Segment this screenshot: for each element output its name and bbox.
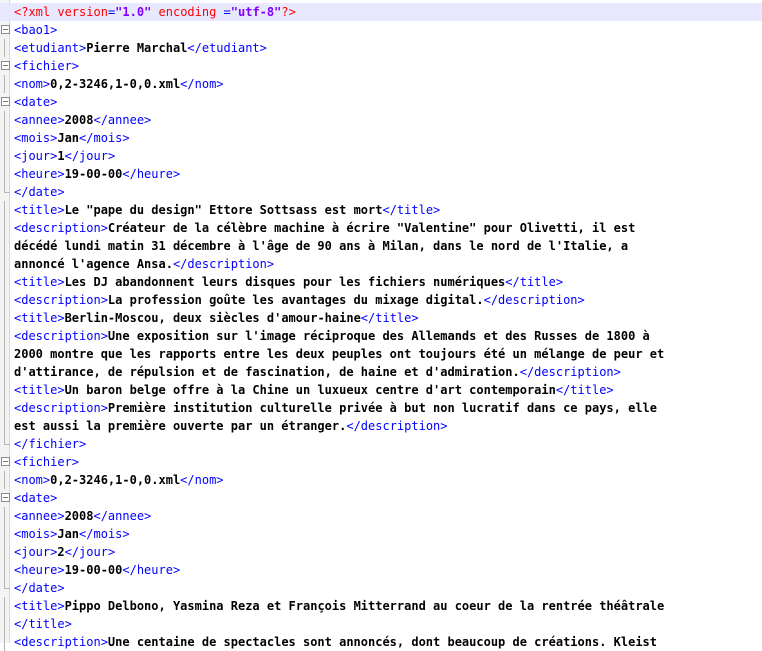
code-line[interactable]	[0, 291, 762, 309]
fold-guide-line	[4, 381, 5, 399]
code-line[interactable]	[0, 219, 762, 237]
xml-token: <fichier>	[14, 59, 80, 73]
xml-token: </title>	[555, 383, 614, 397]
code-line[interactable]	[0, 255, 762, 273]
text-content: 19-00-00	[64, 167, 123, 181]
text-content: 2	[57, 545, 65, 559]
xml-token: </annee>	[93, 113, 152, 127]
xml-token: </jour>	[64, 545, 116, 559]
code-line[interactable]	[0, 579, 762, 597]
text-content: 0,2-3246,1-0,0.xml	[50, 77, 181, 91]
xml-token: =	[107, 5, 116, 19]
xml-token: <jour>	[14, 149, 58, 163]
xml-token: version	[57, 5, 108, 19]
xml-token: <mois>	[14, 131, 58, 145]
xml-token: =	[223, 5, 231, 19]
fold-guide-line	[4, 399, 5, 417]
text-content: d'attirance, de répulsion et de fascination, de haine et d'admiration.	[14, 365, 520, 379]
code-line[interactable]	[0, 615, 762, 633]
code-line[interactable]	[0, 633, 762, 651]
fold-toggle-icon[interactable]: −	[2, 25, 9, 34]
xml-token: <?xml	[14, 5, 58, 19]
code-line[interactable]	[0, 525, 762, 543]
xml-token: <heure>	[14, 167, 65, 181]
xml-token: <nom>	[14, 473, 51, 487]
xml-token: </fichier>	[14, 437, 87, 451]
fold-toggle-icon[interactable]: −	[2, 457, 9, 466]
code-line[interactable]	[0, 183, 762, 201]
xml-token: <date>	[14, 491, 58, 505]
fold-guide-line	[4, 111, 5, 129]
code-line[interactable]	[0, 597, 762, 615]
xml-token: </jour>	[64, 149, 116, 163]
xml-token: <date>	[14, 95, 58, 109]
xml-token: <bao1>	[14, 23, 58, 37]
text-content: Jan	[57, 131, 80, 145]
fold-end-marker	[4, 579, 10, 589]
xml-token: <title>	[14, 311, 65, 325]
xml-token: <annee>	[14, 509, 65, 523]
xml-token: "1.0"	[115, 5, 152, 19]
text-content: Créateur de la célèbre machine à écrire "Valentine" pour Olivetti, il est	[107, 221, 636, 235]
fold-toggle-icon[interactable]: −	[2, 61, 9, 70]
xml-token: </title>	[14, 617, 72, 631]
xml-token: </nom>	[180, 473, 224, 487]
text-content: Une exposition sur l'image réciproque des Allemands et des Russes de 1800 à	[107, 329, 650, 343]
code-line[interactable]	[0, 201, 762, 219]
code-line[interactable]	[0, 129, 762, 147]
fold-guide-line	[4, 345, 5, 363]
xml-token: </date>	[14, 185, 65, 199]
xml-token: <mois>	[14, 527, 58, 541]
fold-guide-line	[4, 471, 5, 489]
xml-token: <fichier>	[14, 455, 80, 469]
fold-guide-line	[4, 507, 5, 525]
xml-token: </title>	[505, 275, 564, 289]
xml-token: <title>	[14, 599, 65, 613]
fold-guide-line	[4, 237, 5, 255]
fold-guide-line	[4, 201, 5, 219]
fold-guide-line	[4, 165, 5, 183]
text-content: 0,2-3246,1-0,0.xml	[50, 473, 181, 487]
fold-guide-line	[4, 255, 5, 273]
fold-end-marker	[4, 435, 10, 445]
text-content: Berlin-Moscou, deux siècles d'amour-haine	[64, 311, 361, 325]
xml-token: <description>	[14, 329, 108, 343]
xml-token: </mois>	[79, 527, 130, 541]
fold-guide-line	[4, 291, 5, 309]
code-line[interactable]	[0, 309, 762, 327]
xml-token: <heure>	[14, 563, 65, 577]
fold-guide-line	[4, 273, 5, 291]
fold-guide-line	[4, 633, 5, 651]
text-content: Pippo Delbono, Yasmina Reza et François Mitterrand au coeur de la rentrée théâtrale	[64, 599, 665, 613]
xml-token: <jour>	[14, 545, 58, 559]
fold-toggle-icon[interactable]: −	[2, 97, 9, 106]
code-line[interactable]	[0, 165, 762, 183]
code-line[interactable]	[0, 417, 762, 435]
text-content: 2008	[64, 509, 94, 523]
text-content: La profession goûte les avantages du mixage digital.	[107, 293, 484, 307]
xml-token: </etudiant>	[187, 41, 267, 55]
code-line[interactable]	[0, 93, 762, 111]
fold-guide-line	[4, 417, 5, 435]
code-line[interactable]	[0, 471, 762, 489]
xml-token: </title>	[382, 203, 441, 217]
xml-token: <description>	[14, 635, 108, 649]
code-line[interactable]	[0, 237, 762, 255]
code-line[interactable]	[0, 381, 762, 399]
fold-guide-line	[4, 327, 5, 345]
fold-toggle-icon[interactable]: −	[2, 493, 9, 502]
fold-guide-line	[4, 597, 5, 615]
code-line[interactable]	[0, 489, 762, 507]
xml-token: <title>	[14, 383, 65, 397]
text-content: annoncé l'agence Ansa.	[14, 257, 173, 271]
xml-token: <annee>	[14, 113, 65, 127]
text-content: 19-00-00	[64, 563, 123, 577]
text-content: Une centaine de spectacles sont annoncés, dont beaucoup de créations. Kleist	[107, 635, 657, 649]
code-line[interactable]	[0, 75, 762, 93]
code-line[interactable]	[0, 453, 762, 471]
code-line[interactable]	[0, 21, 762, 39]
xml-token: </description>	[346, 419, 448, 433]
fold-guide-line	[4, 561, 5, 579]
fold-guide-line	[4, 615, 5, 633]
code-lines	[0, 3, 762, 651]
fold-guide-line	[4, 309, 5, 327]
xml-token: <nom>	[14, 77, 51, 91]
code-line[interactable]	[0, 57, 762, 75]
fold-guide-line	[4, 219, 5, 237]
xml-token: </heure>	[122, 563, 181, 577]
fold-guide-line	[4, 543, 5, 561]
xml-token: </heure>	[122, 167, 181, 181]
code-line[interactable]	[0, 3, 762, 21]
text-content: Les DJ abandonnent leurs disques pour les fichiers numériques	[64, 275, 506, 289]
code-line[interactable]	[0, 39, 762, 57]
xml-token: <title>	[14, 203, 65, 217]
text-content: est aussi la première ouverte par un étranger.	[14, 419, 347, 433]
code-line[interactable]	[0, 273, 762, 291]
text-content: Pierre Marchal	[86, 41, 188, 55]
xml-token: <description>	[14, 293, 108, 307]
xml-token: <description>	[14, 401, 108, 415]
text-content: décédé lundi matin 31 décembre à l'âge de 90 ans à Milan, dans le nord de l'Italie, a	[14, 239, 629, 253]
xml-token: </description>	[483, 293, 585, 307]
xml-token: </description>	[172, 257, 275, 271]
xml-token: </nom>	[180, 77, 224, 91]
code-line[interactable]	[0, 327, 762, 345]
fold-end-marker	[4, 183, 10, 193]
text-content: Un baron belge offre à la Chine un luxueux centre d'art contemporain	[64, 383, 556, 397]
text-content: Jan	[57, 527, 80, 541]
xml-token: </annee>	[93, 509, 152, 523]
code-line[interactable]	[0, 111, 762, 129]
fold-guide-line	[4, 363, 5, 381]
code-line[interactable]	[0, 147, 762, 165]
xml-token: <etudiant>	[14, 41, 87, 55]
xml-token: <description>	[14, 221, 108, 235]
code-line[interactable]	[0, 507, 762, 525]
code-line[interactable]	[0, 435, 762, 453]
xml-token: </description>	[519, 365, 621, 379]
code-line[interactable]	[0, 363, 762, 381]
xml-token: encoding	[151, 5, 224, 19]
code-line[interactable]	[0, 399, 762, 417]
fold-guide-line	[4, 147, 5, 165]
text-content: Le "pape du design" Ettore Sottsass est mort	[64, 203, 383, 217]
xml-token: </mois>	[79, 131, 130, 145]
text-content: 1	[57, 149, 65, 163]
text-content: 2000 montre que les rapports entre les deux peuples ont toujours été un mélange de peur et	[14, 347, 665, 361]
xml-token: ?>	[281, 5, 296, 19]
text-content: 2008	[64, 113, 94, 127]
fold-guide-line	[4, 75, 5, 93]
xml-token: </title>	[360, 311, 419, 325]
xml-token: <title>	[14, 275, 65, 289]
fold-guide-line	[4, 525, 5, 543]
code-line[interactable]	[0, 345, 762, 363]
xml-token: "utf-8"	[230, 5, 282, 19]
fold-guide-line	[4, 39, 5, 57]
code-line[interactable]	[0, 543, 762, 561]
xml-token: </date>	[14, 581, 65, 595]
fold-guide-line	[4, 129, 5, 147]
text-content: Première institution culturelle privée à but non lucratif dans ce pays, elle	[107, 401, 657, 415]
code-line[interactable]	[0, 561, 762, 579]
